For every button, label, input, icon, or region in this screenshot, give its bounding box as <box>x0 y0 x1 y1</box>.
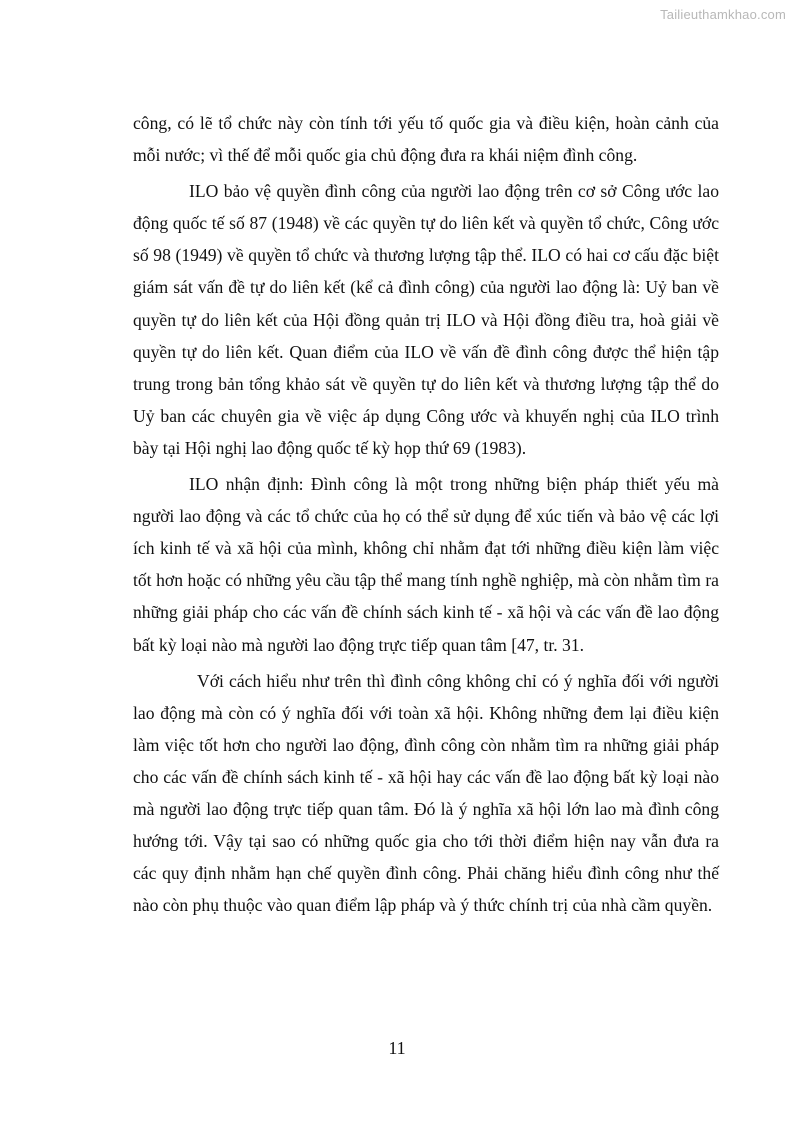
watermark: Tailieuthamkhao.com <box>660 7 786 22</box>
page-number: 11 <box>388 1038 406 1058</box>
paragraph-ilo-assessment: ILO nhận định: Đình công là một trong những biện pháp thiết yếu mà người lao động và các tổ chức của họ có thể sử dụng để xúc tiến và bảo vệ các lợi ích kinh tế và xã hội của mình, không chỉ nhằm đạt tới những điều kiện làm việc tốt hơn hoặc có những yêu cầu tập thể mang tính nghề nghiệp, mà còn nhằm tìm ra những giải pháp cho các vấn đề chính sách kinh tế - xã hội và các vấn đề lao động bất kỳ loại nào mà người lao động trực tiếp quan tâm [47, tr. 31. <box>133 474 719 655</box>
paragraph-ilo-protection: ILO bảo vệ quyền đình công của người lao động trên cơ sở Công ước lao động quốc tế số 87 (1948) về các quyền tự do liên kết và quyền tổ chức, Công ước số 98 (1949) về quyền tổ chức và thương lượng tập thể. ILO có hai cơ cấu đặc biệt giám sát vấn đề tự do liên kết (kể cả đình công) của người lao động là: Uỷ ban về quyền tự do liên kết của Hội đồng quản trị ILO và Hội đồng điều tra, hoà giải về quyền tự do liên kết. Quan điểm của ILO về vấn đề đình công được thể hiện tập trung trong bản tổng khảo sát về quyền tự do liên kết và thương lượng tập thể do Uỷ ban các chuyên gia về việc áp dụng Công ước và khuyến nghị của ILO trình bày tại Hội nghị lao động quốc tế kỳ họp thứ 69 (1983). <box>133 181 719 458</box>
paragraph-continuation: công, có lẽ tổ chức này còn tính tới yếu tố quốc gia và điều kiện, hoàn cảnh của mỗi nước; vì thế để mỗi quốc gia chủ động đưa ra khái niệm đình công. <box>133 113 719 166</box>
paragraph-significance: Với cách hiểu như trên thì đình công không chỉ có ý nghĩa đối với người lao động mà còn có ý nghĩa đối với toàn xã hội. Không những đem lại điều kiện làm việc tốt hơn cho người lao động, đình công còn nhằm tìm ra những giải pháp cho các vấn đề chính sách kinh tế - xã hội hay các vấn đề lao động bất kỳ loại nào mà người lao động trực tiếp quan tâm. Đó là ý nghĩa xã hội lớn lao mà đình công hướng tới. Vậy tại sao có những quốc gia cho tới thời điểm hiện nay vẫn đưa ra các quy định nhằm hạn chế quyền đình công. Phải chăng hiểu đình công như thế nào còn phụ thuộc vào quan điểm lập pháp và ý thức chính trị của nhà cầm quyền. <box>133 670 719 916</box>
document-body <box>133 107 719 925</box>
